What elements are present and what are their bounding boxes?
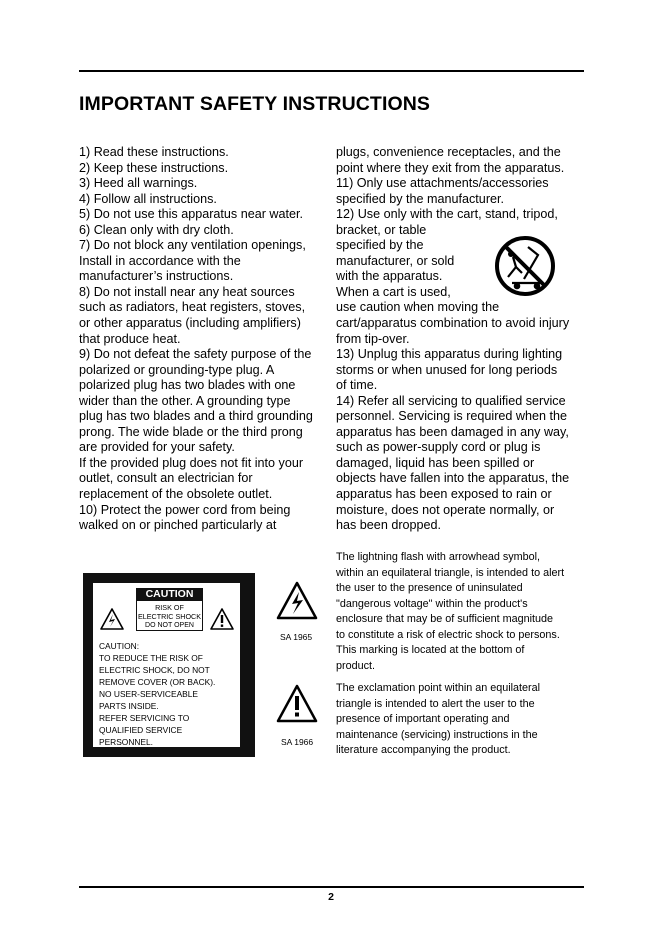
caution-body-line: PERSONNEL. — [99, 737, 153, 747]
caution-body-line: CAUTION: — [99, 641, 140, 651]
instruction-line: 8) Do not install near any heat sources — [79, 284, 295, 299]
instruction-line: cart/apparatus combination to avoid injury — [336, 316, 570, 331]
instruction-line: 14) Refer all servicing to qualified service — [336, 393, 566, 408]
instruction-line: use caution when moving the — [336, 300, 500, 315]
instruction-line: 9) Do not defeat the safety purpose of the — [79, 347, 312, 362]
instruction-line: 5) Do not use this apparatus near water. — [79, 207, 304, 222]
instruction-line: has been dropped. — [336, 518, 442, 533]
instruction-line: 1) Read these instructions. — [79, 145, 229, 159]
exclamation-warning-icon — [209, 607, 235, 631]
instruction-line: bracket, or table — [336, 222, 427, 237]
exclamation-triangle-icon — [275, 683, 319, 725]
instruction-line: plugs, convenience receptacles, and the — [336, 145, 561, 159]
caution-label — [83, 573, 255, 757]
exclamation-symbol-description — [336, 681, 586, 759]
instruction-line: plug has two blades and a third grounding — [79, 409, 313, 424]
instruction-line: objects have fallen into the apparatus, the — [336, 471, 570, 486]
instruction-line: moisture, does not operate normally, or — [336, 502, 555, 517]
caution-label-panel — [93, 583, 240, 747]
instruction-line: manufacturer, or sold — [336, 253, 455, 268]
instruction-line: prong. The wide blade or the third prong — [79, 424, 303, 439]
paragraph-line: within an equilateral triangle, is intended to alert — [336, 566, 565, 579]
page-title: IMPORTANT SAFETY INSTRUCTIONS — [79, 93, 431, 115]
lightning-warning-icon — [99, 607, 125, 631]
caution-body-line: NO USER-SERVICEABLE — [99, 689, 198, 699]
sa1965-label: SA 1965 — [280, 632, 313, 642]
instruction-line: of time. — [336, 378, 378, 393]
instruction-line: 6) Clean only with dry cloth. — [79, 222, 234, 237]
instruction-line: replacement of the obsolete outlet. — [79, 487, 273, 502]
instruction-line: Install in accordance with the — [79, 253, 241, 268]
instruction-line: that produce heat. — [79, 331, 181, 346]
caution-body-text — [99, 640, 215, 748]
instruction-line: are provided for your safety. — [79, 440, 235, 455]
instruction-line: specified by the manufacturer. — [336, 191, 505, 206]
paragraph-line: The exclamation point within an equilateral — [336, 682, 541, 694]
paragraph-line: to constitute a risk of electric shock to persons. — [336, 628, 560, 641]
instruction-line: apparatus has been damaged in any way, — [336, 424, 569, 439]
paragraph-line: presence of important operating and — [336, 713, 510, 725]
instruction-line: apparatus has been exposed to rain or — [336, 487, 552, 502]
instruction-line: 10) Protect the power cord from being — [79, 502, 291, 517]
bottom-rule — [79, 886, 584, 888]
instruction-line: 12) Use only with the cart, stand, tripod, — [336, 207, 558, 222]
paragraph-line: The lightning flash with arrowhead symbol, — [336, 551, 541, 563]
instruction-line: point where they exit from the apparatus. — [336, 160, 565, 175]
risk-line: DO NOT OPEN — [145, 622, 194, 629]
instruction-line: 4) Follow all instructions. — [79, 191, 217, 206]
instruction-line: polarized plug has two blades with one — [79, 378, 296, 393]
instruction-line: wider than the other. A grounding type — [79, 393, 291, 408]
paragraph-line: product. — [336, 659, 376, 672]
instruction-line: specified by the — [336, 238, 424, 253]
sa1966-label: SA 1966 — [281, 737, 314, 747]
caution-body-line: PARTS INSIDE. — [99, 701, 159, 711]
instruction-line: from tip-over. — [336, 331, 410, 346]
paragraph-line: This marking is located at the bottom of — [336, 644, 525, 656]
page-number: 2 — [328, 891, 334, 903]
paragraph-line: literature accompanying the product. — [336, 744, 511, 756]
caution-body-line: ELECTRIC SHOCK, DO NOT — [99, 665, 210, 675]
instruction-line: 7) Do not block any ventilation openings, — [79, 238, 306, 253]
instruction-line: polarized or grounding-type plug. A — [79, 362, 275, 377]
instructions-right-column — [336, 145, 586, 534]
caution-body-line: REMOVE COVER (OR BACK). — [99, 677, 216, 687]
paragraph-line: maintenance (servicing) instructions in the — [336, 728, 538, 741]
risk-line: ELECTRIC SHOCK — [137, 612, 202, 621]
lightning-triangle-icon — [275, 580, 319, 622]
risk-line: RISK OF — [155, 603, 184, 612]
caution-body-line: TO REDUCE THE RISK OF — [99, 653, 203, 663]
caution-body-line: REFER SERVICING TO — [99, 713, 190, 723]
paragraph-line: triangle is intended to alert the user to the — [336, 697, 535, 710]
cart-tip-over-icon — [494, 233, 556, 299]
instruction-line: such as power-supply cord or plug is — [336, 440, 541, 455]
instruction-line: If the provided plug does not fit into your — [79, 455, 304, 470]
instruction-line: 13) Unplug this apparatus during lighting — [336, 347, 563, 362]
caution-header: CAUTION — [136, 588, 203, 601]
instruction-line: 3) Heed all warnings. — [79, 176, 198, 191]
instruction-line: storms or when unused for long periods — [336, 362, 558, 377]
lightning-symbol-description — [336, 550, 586, 674]
instruction-line: When a cart is used, — [336, 284, 451, 299]
instructions-left-column — [79, 145, 329, 534]
instruction-line: 11) Only use attachments/accessories — [336, 176, 549, 191]
instruction-line: outlet, consult an electrician for — [79, 471, 253, 486]
instruction-line: manufacturer’s instructions. — [79, 269, 234, 284]
instruction-line: walked on or pinched particularly at — [79, 518, 277, 533]
instruction-line: such as radiators, heat registers, stoves, — [79, 300, 306, 315]
paragraph-line: "dangerous voltage" within the product's — [336, 597, 528, 610]
instruction-line: with the apparatus. — [336, 269, 443, 284]
instruction-line: 2) Keep these instructions. — [79, 160, 229, 175]
top-rule — [79, 70, 584, 72]
instruction-line: personnel. Servicing is required when the — [336, 409, 568, 424]
caution-body-line: QUALIFIED SERVICE — [99, 725, 183, 735]
paragraph-line: the user to the presence of uninsulated — [336, 582, 523, 594]
paragraph-line: enclosure that may be of sufficient magnitude — [336, 613, 554, 625]
instruction-line: or other apparatus (including amplifiers) — [79, 316, 301, 331]
instruction-line: damaged, liquid has been spilled or — [336, 455, 535, 470]
